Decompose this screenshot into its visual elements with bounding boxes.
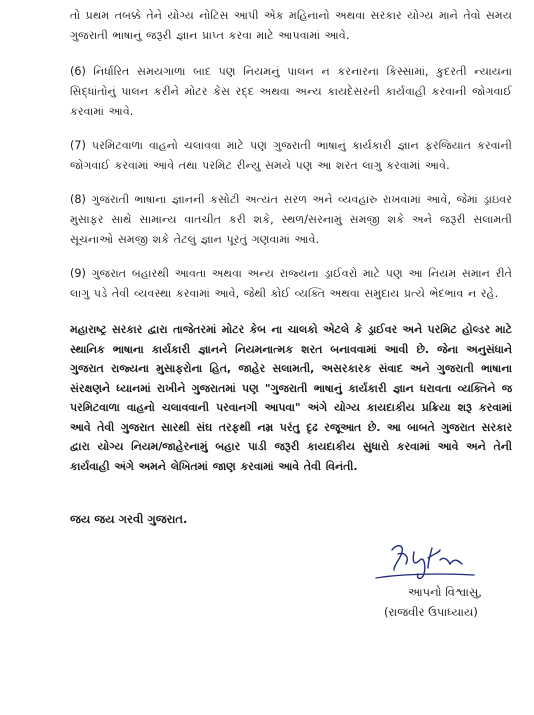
sign-off: આપનો વિશ્વાસુ,	[408, 585, 482, 599]
signer-name: (રાજવીર ઉપાધ્યાય)	[384, 605, 478, 619]
closing-slogan: જય જય ગરવી ગુજરાત.	[70, 512, 188, 526]
handwritten-signature	[370, 540, 480, 585]
request-paragraph: મહારાષ્ટ્ર સરકાર દ્વારા તાજેતરમાં મોટર કેબ ના ચાલકો એટલે કે ડ્રાઈવર અને પરમિટ હોલ્ડર માટે સ્થાનિક ભાષાના કાર્યકારી જ્ઞાનને નિયમનાત્મક શરત બનાવવામાં આવી છે. જેના અનુસંધાને ગુજરાત રાજ્યના મુસાફરોના હિત, જાહેર સલામતી, અસરકારક સંવાદ અને ગુજરાતી ભાષાના સંરક્ષણને ધ્યાનમાં રાખીને ગુજરાતમાં પણ "ગુજરાતી ભાષાનું કાર્યકારી જ્ઞાન ધરાવતા વ્યક્તિને જ પરમિટવાળા વાહનો ચલાવવાની પરવાનગી આપવા" અંગે યોગ્ય કાયદાકીય પ્રક્રિયા શરૂ કરવામાં આવે તેવી ગુજરાત સારથી સંઘ તરફથી નમ્ર પરંતુ દૃઢ રજૂઆત છે. આ બાબતે ગુજરાત સરકાર દ્વારા યોગ્ય નિયમ/જાહેરનામું બહાર પાડી જરૂરી કાયદાકીય સુધારો કરવામાં આવે અને તેની કાર્યવાહી અંગે અમને લેખિતમાં જાણ કરવામાં આવે તેવી વિનંતી.	[70, 323, 512, 473]
paragraph-8: (8) ગુજરાતી ભાષાના જ્ઞાનની કસોટી અત્યંત સરળ અને વ્યવહારુ રાખવામાં આવે, જેમાં ડ્રાઇવર મુસાફર સાથે સામાન્ય વાતચીત કરી શકે, સ્થળ/સરનામું સમજી શકે અને જરૂરી સલામતી સૂચનાઓ સમજી શકે તેટલું જ્ઞાન પૂરતું ગણવામાં આવે.	[70, 193, 512, 246]
paragraph-6: (6) નિર્ધારિત સમયગાળા બાદ પણ નિયમનું પાલન ન કરનારના કિસ્સામાં, કુદરતી ન્યાયના સિદ્ધાંતોનું પાલન કરીને મોટર કેસ રદ્દ અથવા અન્ય કાયદેસરની કાર્યવાહી કરવાની જોગવાઈ કરવામાં આવે.	[70, 65, 512, 118]
paragraph-9: (9) ગુજરાત બહારથી આવતા અથવા અન્ય રાજ્યના ડ્રાઈવરો માટે પણ આ નિયમ સમાન રીતે લાગુ પડે તેવી વ્યવસ્થા કરવામાં આવે, જેથી કોઈ વ્યક્તિ અથવા સમુદાય પ્રત્યે ભેદભાવ ન રહે.	[70, 267, 512, 300]
paragraph-notice-period: તો પ્રથમ તબક્કે તેને યોગ્ય નોટિસ આપી એક મહિનાનો અથવા સરકાર યોગ્ય માને તેવો સમય ગુજરાતી ભાષાનું જરૂરી જ્ઞાન પ્રાપ્ત કરવા માટે આપવામાં આવે.	[70, 9, 512, 42]
paragraph-7: (7) પરમિટવાળા વાહનો ચલાવવા માટે પણ ગુજરાતી ભાષાનું કાર્યકારી જ્ઞાન ફરજિયાત કરવાની જોગવાઈ કરવામાં આવે તથા પરમિટ રીન્યુ સમયે પણ આ શરત લાગુ કરવામાં આવે.	[70, 139, 512, 172]
